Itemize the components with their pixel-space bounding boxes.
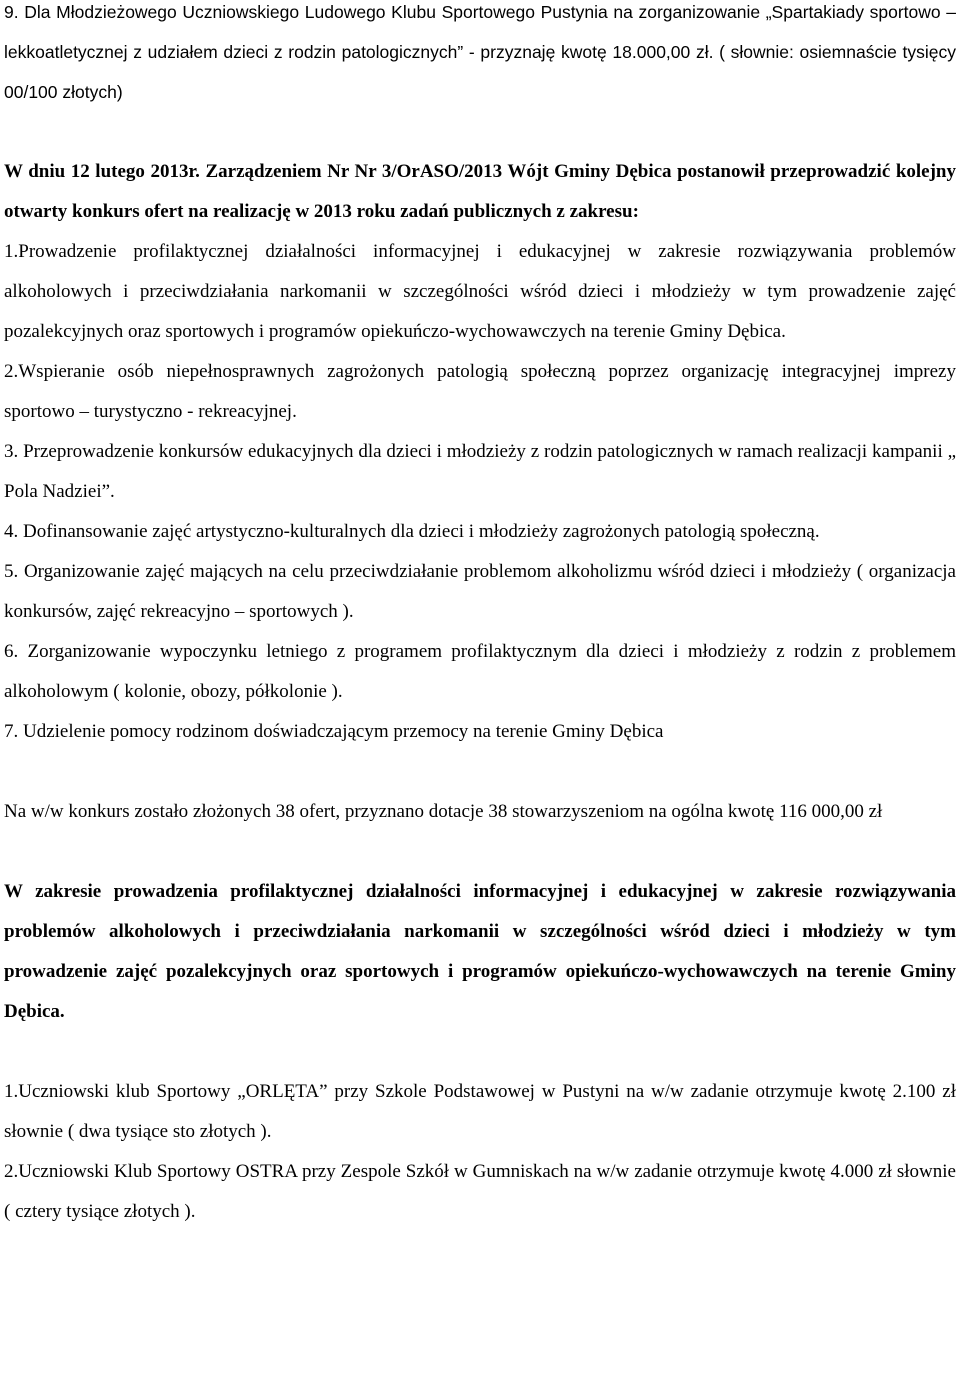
list-item-1: 1.Prowadzenie profilaktycznej działalności informacyjnej i edukacyjnej w zakresie rozwiązywania problemów alkoholowych i przeciwdziałania narkomanii w szczególności wśród dzieci i młodzieży w tym prowadzenie zajęć pozalekcyjnych oraz sportowych i programów opiekuńczo-wychowawczych na terenie Gminy Dębica. (4, 241, 956, 342)
paragraph-announcement: W dniu 12 lutego 2013r. Zarządzeniem Nr Nr 3/OrASO/2013 Wójt Gminy Dębica postanowił przeprowadzić kolejny otwarty konkurs ofert na realizację w 2013 roku zadań publicznych z zakresu: (4, 161, 956, 222)
grant-item-2: 2.Uczniowski Klub Sportowy OSTRA przy Zespole Szkół w Gumniskach na w/w zadanie otrzymuje kwotę 4.000 zł słownie ( cztery tysiące złotych ). (4, 1161, 956, 1222)
spacer (4, 1032, 956, 1072)
spacer (4, 752, 956, 792)
list-item-4: 4. Dofinansowanie zajęć artystyczno-kulturalnych dla dzieci i młodzieży zagrożonych patologią społeczną. (4, 521, 820, 542)
document-page (4, 0, 956, 1232)
list-item-7: 7. Udzielenie pomocy rodzinom doświadczającym przemocy na terenie Gminy Dębica (4, 721, 664, 742)
list-item-3: 3. Przeprowadzenie konkursów edukacyjnych dla dzieci i młodzieży z rodzin patologicznych w ramach realizacji kampanii „ Pola Nadziei”. (4, 441, 956, 502)
grant-item-1: 1.Uczniowski klub Sportowy „ORLĘTA” przy Szkole Podstawowej w Pustyni na w/w zadanie otrzymuje kwotę 2.100 zł słownie ( dwa tysiące sto złotych ). (4, 1081, 956, 1142)
paragraph-summary: Na w/w konkurs zostało złożonych 38 ofert, przyznano dotacje 38 stowarzyszeniom na ogólna kwotę 116 000,00 zł (4, 801, 883, 822)
section-heading: W zakresie prowadzenia profilaktycznej działalności informacyjnej i edukacyjnej w zakresie rozwiązywania problemów alkoholowych i przeciwdziałania narkomanii w szczególności wśród dzieci i młodzieży w tym prowadzenie zajęć pozalekcyjnych oraz sportowych i programów opiekuńczo-wychowawczych na terenie Gminy Dębica. (4, 881, 956, 1022)
list-item-6: 6. Zorganizowanie wypoczynku letniego z programem profilaktycznym dla dzieci i młodzieży z rodzin z problemem alkoholowym ( kolonie, obozy, półkolonie ). (4, 641, 956, 702)
paragraph-item-9: 9. Dla Młodzieżowego Uczniowskiego Ludowego Klubu Sportowego Pustynia na zorganizowanie „Spartakiady sportowo – lekkoatletycznej z udziałem dzieci z rodzin patologicznych” - przyznaję kwotę 18.000,00 zł. ( słownie: osiemnaście tysięcy 00/100 złotych) (4, 2, 956, 102)
spacer (4, 112, 956, 152)
spacer (4, 832, 956, 872)
list-item-5: 5. Organizowanie zajęć mających na celu przeciwdziałanie problemom alkoholizmu wśród dzieci i młodzieży ( organizacja konkursów, zajęć rekreacyjno – sportowych ). (4, 561, 956, 622)
list-item-2: 2.Wspieranie osób niepełnosprawnych zagrożonych patologią społeczną poprzez organizację integracyjnej imprezy sportowo – turystyczno - rekreacyjnej. (4, 361, 956, 422)
